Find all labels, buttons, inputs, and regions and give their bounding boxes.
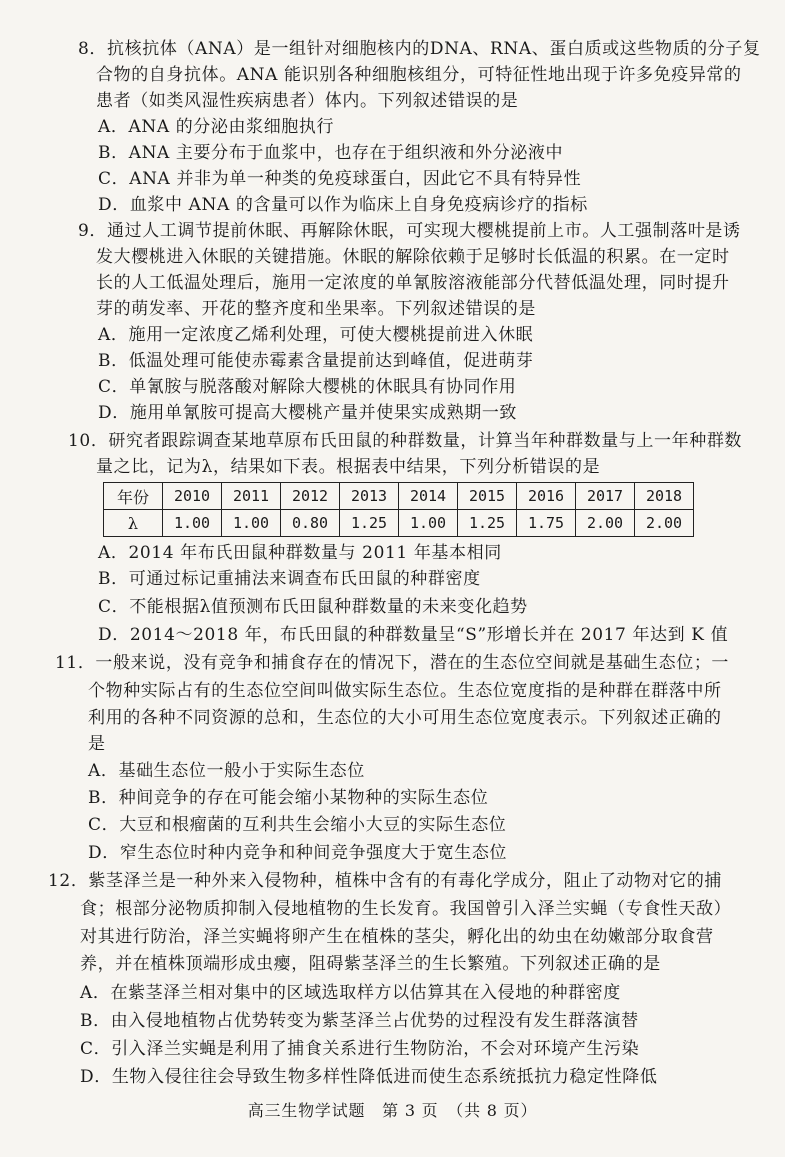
table-cell-year: 2012 [281,483,340,510]
table-cell-year: 2017 [576,483,635,510]
question-10-stem-line-2: 量之比，记为λ，结果如下表。根据表中结果，下列分析错误的是 [96,457,601,477]
question-11-option-d: D．窄生态位时种内竞争和种间竞争强度大于宽生态位 [88,843,508,863]
question-8-stem-line-2: 合物的自身抗体。ANA 能识别各种细胞核组分，可特征性地出现于许多免疫异常的 [96,65,742,85]
table-cell-lambda: 0.80 [281,510,340,537]
question-8-option-d: D．血浆中 ANA 的含量可以作为临床上自身免疫病诊疗的指标 [98,195,588,215]
question-8-option-c: C．ANA 并非为单一种类的免疫球蛋白，因此它不具有特异性 [98,169,582,189]
table-cell-lambda: 1.00 [163,510,222,537]
question-12-stem-line-4: 养，并在植株顶端形成虫瘿，阻碍紫茎泽兰的生长繁殖。下列叙述正确的是 [80,954,661,974]
table-row-years [104,483,694,510]
table-cell-year: 2016 [517,483,576,510]
question-8-stem-line-3: 患者（如类风湿性疾病患者）体内。下列叙述错误的是 [96,91,519,111]
table-cell-year: 2014 [399,483,458,510]
table-cell-lambda: 1.25 [458,510,517,537]
question-9-option-b: B．低温处理可能使赤霉素含量提前达到峰值，促进萌芽 [98,351,534,371]
table-cell-year: 2018 [635,483,694,510]
question-8-option-b: B．ANA 主要分布于血浆中，也存在于组织液和外分泌液中 [98,143,564,163]
question-9-stem-line-1: 9．通过人工调节提前休眠、再解除休眠，可实现大樱桃提前上市。人工强制落叶是诱 [78,221,741,241]
table-cell-lambda: 2.00 [635,510,694,537]
question-9-stem-line-3: 长的人工低温处理后，施用一定浓度的单氰胺溶液能部分代替低温处理，同时提升 [96,273,730,293]
table-cell-lambda: 1.00 [399,510,458,537]
question-10-option-b: B．可通过标记重捕法来调查布氏田鼠的种群密度 [98,569,481,589]
table-cell-lambda: 2.00 [576,510,635,537]
table-cell-year: 2011 [222,483,281,510]
lambda-table [103,482,694,537]
table-cell-year: 2010 [163,483,222,510]
table-cell-lambda: 1.25 [340,510,399,537]
question-12-option-d: D．生物入侵往往会导致生物多样性降低进而使生态系统抵抗力稳定性降低 [80,1067,658,1087]
question-10-stem-line-1: 10．研究者跟踪调查某地草原布氏田鼠的种群数量，计算当年种群数量与上一年种群数 [68,431,743,451]
question-12-stem-line-2: 食；根部分泌物质抑制入侵地植物的生长发育。我国曾引入泽兰实蝇（专食性天敌） [80,899,732,919]
question-11-option-b: B．种间竞争的存在可能会缩小某物种的实际生态位 [88,788,489,808]
question-11-stem-line-1: 11．一般来说，没有竞争和捕食存在的情况下，潜在的生态位空间就是基础生态位；一 [55,653,730,673]
table-cell-year: 2015 [458,483,517,510]
table-cell-lambda: 1.75 [517,510,576,537]
question-11-stem-line-4: 是 [88,734,106,754]
table-header-year: 年份 [104,483,163,510]
table-header-lambda: λ [104,510,163,537]
question-9-stem-line-2: 发大樱桃进入休眠的关键措施。休眠的解除依赖于足够时长低温的积累。在一定时 [96,247,730,267]
table-cell-year: 2013 [340,483,399,510]
question-12-option-b: B．由入侵地植物占优势转变为紫茎泽兰占优势的过程没有发生群落演替 [80,1011,639,1031]
question-9-stem-line-4: 芽的萌发率、开花的整齐度和坐果率。下列叙述错误的是 [96,299,536,319]
question-12-option-c: C．引入泽兰实蝇是利用了捕食关系进行生物防治，不会对环境产生污染 [80,1039,640,1059]
question-8-stem-line-1: 8．抗核抗体（ANA）是一组针对细胞核内的DNA、RNA、蛋白质或这些物质的分子复 [78,39,761,59]
question-11-option-a: A．基础生态位一般小于实际生态位 [88,761,365,781]
question-9-option-a: A．施用一定浓度乙烯利处理，可使大樱桃提前进入休眠 [98,325,534,345]
question-12-option-a: A．在紫茎泽兰相对集中的区域选取样方以估算其在入侵地的种群密度 [80,983,621,1003]
question-12-stem-line-1: 12．紫茎泽兰是一种外来入侵物种，植株中含有的有毒化学成分，阻止了动物对它的捕 [48,871,723,891]
question-11-stem-line-3: 利用的各种不同资源的总和，生态位的大小可用生态位宽度表示。下列叙述正确的 [88,708,722,728]
table-cell-lambda: 1.00 [222,510,281,537]
question-10-option-d: D．2014～2018 年，布氏田鼠的种群数量呈“S”形增长并在 2017 年达到 K 值 [98,625,729,645]
question-9-option-d: D．施用单氰胺可提高大樱桃产量并使果实成熟期一致 [98,403,518,423]
page-footer: 高三生物学试题 第 3 页 （共 8 页） [247,1101,538,1120]
question-11-stem-line-2: 个物种实际占有的生态位空间叫做实际生态位。生态位宽度指的是种群在群落中所 [88,681,722,701]
question-12-stem-line-3: 对其进行防治，泽兰实蝇将卵产生在植株的茎尖，孵化出的幼虫在幼嫩部分取食营 [80,927,714,947]
table-row-lambda [104,510,694,537]
question-9-option-c: C．单氰胺与脱落酸对解除大樱桃的休眠具有协同作用 [98,377,517,397]
question-8-option-a: A．ANA 的分泌由浆细胞执行 [98,117,335,137]
question-10-option-c: C．不能根据λ值预测布氏田鼠种群数量的未来变化趋势 [98,597,528,617]
question-11-option-c: C．大豆和根瘤菌的互利共生会缩小大豆的实际生态位 [88,815,507,835]
question-10-option-a: A．2014 年布氏田鼠种群数量与 2011 年基本相同 [98,543,502,563]
